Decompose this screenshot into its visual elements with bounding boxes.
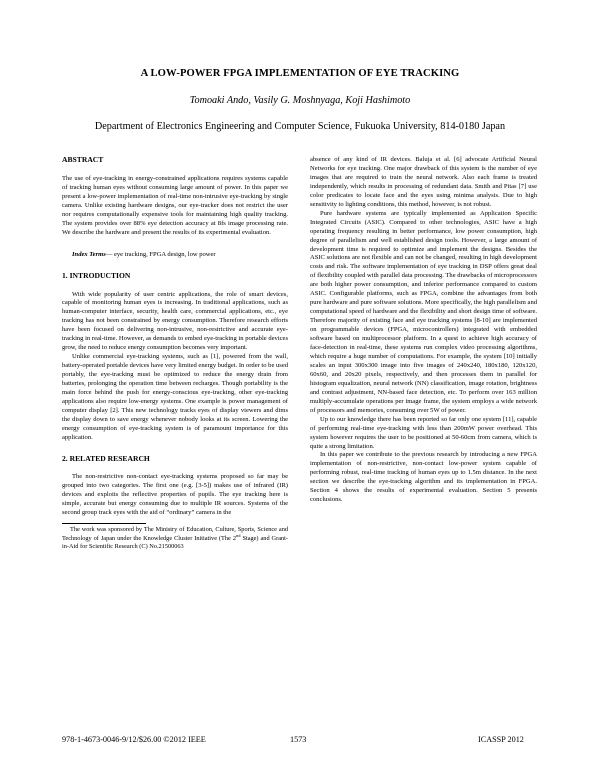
intro-paragraph-2: Unlike commercial eye-tracking systems, such as [1], powered from the wall, battery-operated portable devices have very limited energy budget. In order to be used portably, the eye-tracking must be optimized to reduce the energy drain from batteries, prolonging the operation time between recharges. Though portability is the main force behind the push for energy-conscious eye-tracking, other eye-tracking applications also require low-energy systems. One example is power management of computer display [2]. This new technology tracks eyes of display viewers and dims the display down to save energy whenever nobody looks at its screen. Lowering the energy consumption of eye-tracking system is of paramount importance for this application. — [62, 353, 288, 441]
abstract-heading: ABSTRACT — [62, 155, 104, 164]
right-paragraph-3: Up to our knowledge there has been reported so far only one system [11], capable of performing real-time eye-tracking with less than 200mW power overhead. This system however requires the user to be positioned at 50-60cm from camera, which is quite a strong limitation. — [310, 415, 537, 450]
intro-paragraph-1: With wide popularity of user centric applications, the role of smart devices, capable of monitoring human eyes is increasing. In traditional applications, such as human-computer interface, security, health care, commercial applications, etc., eye tracking has not been constrained by energy consumption. Therefore research efforts have been focused on delivering non-intrusive, non-restrictive and accurate eye-tracking in real-time. However, as demands to embed eye-tracking in portable devices grow, the need to reduce energy consumption becomes very important. — [62, 290, 288, 352]
footnote-text-post: Stage) and Grant-in-Aid for Scientific Research (C) No.21500063 — [62, 534, 288, 550]
footnote-text-pre: The work was sponsored by The Ministry of Education, Culture, Sports, Science and Technology of Japan under the Knowledge Cluster Initiative (The 2 — [62, 526, 288, 542]
index-terms-text: — eye tracking, FPGA design, low power — [105, 250, 216, 258]
conference-name: ICASSP 2012 — [478, 735, 524, 744]
index-terms-label: Index Terms — [72, 250, 106, 258]
abstract-text: The use of eye-tracking in energy-constrained applications requires systems capable of tracking human eyes without consuming large amount of power. In this paper we present a low-power implementation of real-time non-intrusive eye-tracking by single camera. Unlike existing hardware designs, our eye-tracker does not restrict the user nor requires computationally expensive tools for maintaining high quality tracking. The system provides over 88% eye detection accuracy at 8fs image processing rate. We describe the hardware and present the results of its experimental evaluation. — [62, 174, 288, 236]
author-affiliation: Department of Electronics Engineering and Computer Science, Fukuoka University, 814-0180 Japan — [94, 121, 506, 132]
left-column — [62, 156, 288, 551]
paper-title: A LOW-POWER FPGA IMPLEMENTATION OF EYE TRACKING — [140, 68, 460, 79]
paper-authors: Tomoaki Ando, Vasily G. Moshnyaga, Koji Hashimoto — [189, 95, 411, 106]
intro-heading: 1. INTRODUCTION — [62, 270, 131, 280]
footnote-sup: nd — [235, 532, 241, 538]
right-column — [310, 156, 537, 505]
footnote-rule — [62, 523, 146, 524]
related-paragraph-1: The non-restrictive non-contact eye-tracking systems proposed so far may be grouped into two categories. The first one (e.g. [3-5]) makes use of infrared (IR) devices and exploits the reflective properties of pupils. The eye tracking here is simple, accurate but energy consuming due to multiple IR sources. Systems of the second group track eyes with the aid of “ordinary” camera in the — [62, 472, 288, 516]
page-number: 1573 — [290, 735, 307, 744]
right-paragraph-4: In this paper we contribute to the previous research by introducing a new FPGA implementation of non-restrictive, non-contact low-power system capable of performing robust, real-time tracking of human eyes up to 1.5m distance. In the next section we describe the eye-tracking algorithm and its implementation in FPGA. Section 4 shows the results of experimental evaluation. Section 5 presents conclusions. — [310, 451, 537, 504]
right-paragraph-1: absence of any kind of IR devices. Baluja et al. [6] advocate Artificial Neural Networks for eye tracking. One major drawback of this system is the number of eye images that are required to train the neural network. Also each frame is treated independently, which results in processing of redundant data. Smith and Pitas [7] use color predicates to locate face and the eyes using minima analysis. Due to high sensitivity to lighting conditions, this method, however, is not robust. — [310, 156, 537, 208]
related-heading: 2. RELATED RESEARCH — [62, 453, 150, 463]
footnote — [62, 526, 288, 551]
isbn-copyright: 978-1-4673-0046-9/12/$26.00 ©2012 IEEE — [62, 735, 206, 744]
index-terms — [62, 251, 288, 260]
right-paragraph-2: Pure hardware systems are typically implemented as Application Specific Integrated Circuits (ASIC). Compared to other technologies, ASIC have a high operating frequency resulting in better performance, low power consumption, high degree of parallelism and well established design tools. However, a large amount of development time is required to optimize and implement the designs. Besides the ASIC solutions are not flexible and can not be changed, resulting in high development costs and risk. The software implementation of eye tracking in DSP offers great deal of flexibility coupled with parallel data processing. The drawbacks of microprocessors are both higher power consumption, and inferior performance compared to custom ASIC. Configurable platforms, such as FPGA, combine the advantages from both pure hardware and pure software solutions. More specifically, the high parallelism and computational speed of hardware and the flexibility and short design time of software. Therefore majority of existing face and eye tracking systems [8-10] are implemented on programmable devices (FPGA, microcontrollers) integrated with embedded software based on multiprocessor platform. In a quest to achieve high accuracy of face-detection in real-time, these systems run complex video processing algorithms, which require a huge number of computations. For example, the system [10] initially scales an input 300x300 image into five images of 240x240, 180x180, 120x120, 60x60, and 20x20 pixels, respectively, and then processes them in parallel for histogram equalization, neural network (NN) classification, image rotation, brightness and contrast adjustment, NN-based face detection, etc. To perform over 163 million multiply-accumulate operations per image frame, the system employs a wide network of processors and memories, consuming over 5W of power. — [310, 209, 537, 414]
